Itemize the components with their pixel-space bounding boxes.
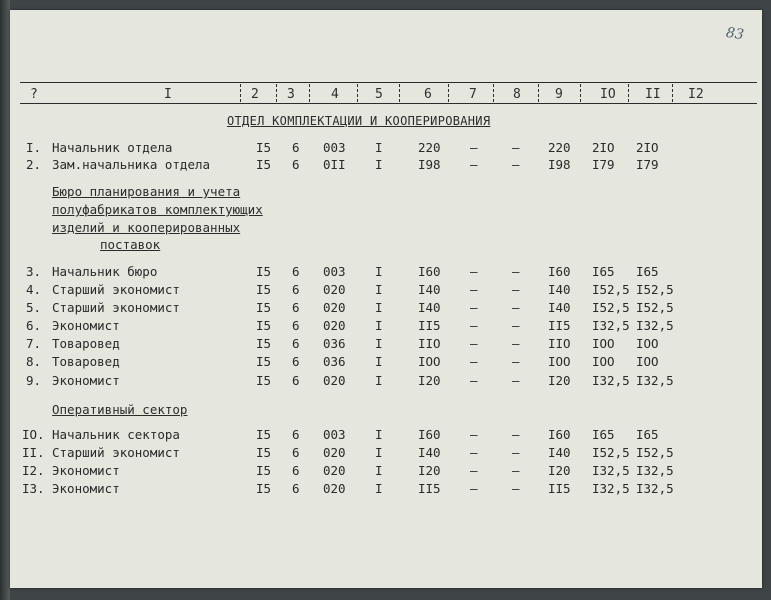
cell: I [375, 336, 383, 351]
cell: IOO [548, 354, 571, 369]
row-number: 4. [26, 282, 42, 297]
header-separator [580, 84, 581, 102]
header-separator [538, 84, 539, 102]
header-col-12: I2 [688, 87, 704, 102]
cell: IIO [548, 336, 571, 351]
cell: – [470, 445, 478, 460]
cell: I40 [418, 445, 441, 460]
cell: 020 [323, 373, 346, 388]
cell: I32,5 [592, 318, 630, 333]
table-row [0, 481, 760, 499]
header-separator [276, 84, 277, 102]
row-title: Начальник бюро [52, 264, 158, 279]
cell: I5 [256, 427, 272, 442]
cell: 6 [292, 445, 300, 460]
cell: I65 [636, 264, 659, 279]
header-col-6: 6 [424, 87, 432, 102]
row-title: Старший экономист [52, 282, 180, 297]
cell: I5 [256, 463, 272, 478]
cell: 6 [292, 300, 300, 315]
cell: I20 [548, 463, 571, 478]
cell: – [512, 318, 520, 333]
cell: I32,5 [636, 318, 674, 333]
cell: I5 [256, 300, 272, 315]
header-col-5: 5 [375, 87, 383, 102]
sheet-number: 83 [724, 24, 745, 44]
cell: IOO [636, 336, 659, 351]
row-number: I2. [22, 463, 45, 478]
header-separator [448, 84, 449, 102]
table-row [0, 427, 760, 445]
cell: 020 [323, 300, 346, 315]
row-number: 5. [26, 300, 42, 315]
cell: I [375, 157, 383, 172]
cell: I79 [636, 157, 659, 172]
header-col-10: IO [600, 87, 616, 102]
cell: I [375, 481, 383, 496]
cell: II5 [548, 318, 571, 333]
cell: – [470, 481, 478, 496]
cell: I98 [548, 157, 571, 172]
cell: 6 [292, 481, 300, 496]
cell: I60 [418, 264, 441, 279]
cell: 6 [292, 318, 300, 333]
cell: II5 [418, 481, 441, 496]
cell: I32,5 [592, 373, 630, 388]
cell: 6 [292, 157, 300, 172]
cell: I52,5 [592, 282, 630, 297]
cell: I20 [548, 373, 571, 388]
cell: 036 [323, 354, 346, 369]
cell: I [375, 318, 383, 333]
cell: – [470, 264, 478, 279]
cell: 6 [292, 140, 300, 155]
cell: 6 [292, 336, 300, 351]
cell: I [375, 463, 383, 478]
header-col-3: 3 [287, 87, 295, 102]
cell: 220 [548, 140, 571, 155]
cell: I [375, 354, 383, 369]
header-separator [672, 84, 673, 102]
table-row [0, 300, 760, 318]
section-title: ОТДЕЛ КОМПЛЕКТАЦИИ И КООПЕРИРОВАНИЯ [227, 114, 491, 128]
cell: – [512, 445, 520, 460]
cell: I65 [592, 264, 615, 279]
cell: I [375, 282, 383, 297]
subsection-heading-line: изделий и кооперированных [52, 220, 241, 235]
header-bottom-rule [20, 103, 757, 104]
cell: IIO [418, 336, 441, 351]
row-number: 6. [26, 318, 42, 333]
cell: 020 [323, 282, 346, 297]
header-separator [309, 84, 310, 102]
cell: I32,5 [592, 463, 630, 478]
cell: – [470, 318, 478, 333]
header-separator [240, 84, 241, 102]
cell: 6 [292, 373, 300, 388]
cell: I5 [256, 373, 272, 388]
cell: I52,5 [636, 300, 674, 315]
cell: – [512, 354, 520, 369]
cell: – [470, 140, 478, 155]
header-col-11: II [645, 87, 661, 102]
cell: I52,5 [592, 300, 630, 315]
row-number: 9. [26, 373, 42, 388]
row-number: IO. [22, 427, 45, 442]
cell: – [470, 157, 478, 172]
cell: I20 [418, 373, 441, 388]
cell: I32,5 [636, 373, 674, 388]
cell: – [470, 373, 478, 388]
cell: I5 [256, 445, 272, 460]
header-col-1: I [164, 87, 172, 102]
subsection-heading-line: полуфабрикатов комплектующих [52, 202, 263, 217]
row-title: Экономист [52, 318, 120, 333]
row-title: Экономист [52, 463, 120, 478]
table-row [0, 318, 760, 336]
cell: – [512, 481, 520, 496]
cell: 003 [323, 140, 346, 155]
cell: 2IO [636, 140, 659, 155]
cell: IOO [636, 354, 659, 369]
row-title: Старший экономист [52, 445, 180, 460]
subsection-heading: Оперативный сектор [52, 402, 188, 417]
cell: II5 [418, 318, 441, 333]
cell: IOO [418, 354, 441, 369]
cell: I32,5 [592, 481, 630, 496]
cell: II5 [548, 481, 571, 496]
cell: – [470, 300, 478, 315]
cell: I60 [548, 264, 571, 279]
header-col-2: 2 [251, 87, 259, 102]
cell: IOO [592, 336, 615, 351]
header-col-9: 9 [555, 87, 563, 102]
header-col-7: 7 [469, 87, 477, 102]
cell: – [470, 354, 478, 369]
cell: 6 [292, 354, 300, 369]
cell: I [375, 264, 383, 279]
header-separator [493, 84, 494, 102]
table-row [0, 282, 760, 300]
cell: – [512, 157, 520, 172]
cell: I [375, 427, 383, 442]
cell: – [512, 264, 520, 279]
cell: 020 [323, 445, 346, 460]
cell: I [375, 140, 383, 155]
header-top-rule [20, 82, 757, 83]
cell: 6 [292, 282, 300, 297]
cell: I40 [418, 300, 441, 315]
table-row [0, 373, 760, 391]
row-number: I. [26, 140, 42, 155]
cell: 0II [323, 157, 346, 172]
cell: 6 [292, 427, 300, 442]
cell: I60 [548, 427, 571, 442]
row-number: II. [22, 445, 45, 460]
cell: – [470, 282, 478, 297]
subsection-heading-line: поставок [100, 237, 161, 252]
cell: – [512, 427, 520, 442]
table-row [0, 445, 760, 463]
cell: – [470, 336, 478, 351]
cell: 036 [323, 336, 346, 351]
cell: 020 [323, 318, 346, 333]
cell: 003 [323, 264, 346, 279]
cell: – [512, 282, 520, 297]
cell: I32,5 [636, 481, 674, 496]
row-title: Начальник отдела [52, 140, 173, 155]
header-col-4: 4 [331, 87, 339, 102]
cell: I52,5 [592, 445, 630, 460]
row-title: Начальник сектора [52, 427, 180, 442]
row-title: Товаровед [52, 354, 120, 369]
cell: I52,5 [636, 282, 674, 297]
cell: I20 [418, 463, 441, 478]
cell: I40 [548, 445, 571, 460]
cell: I5 [256, 282, 272, 297]
cell: – [512, 140, 520, 155]
cell: 6 [292, 463, 300, 478]
row-title: Старший экономист [52, 300, 180, 315]
header-col-8: 8 [513, 87, 521, 102]
cell: I65 [636, 427, 659, 442]
header-separator [357, 84, 358, 102]
header-col-0: ? [30, 87, 38, 102]
cell: I60 [418, 427, 441, 442]
header-separator [399, 84, 400, 102]
row-number: 2. [26, 157, 42, 172]
cell: I98 [418, 157, 441, 172]
cell: I5 [256, 140, 272, 155]
cell: I [375, 373, 383, 388]
table-row [0, 140, 760, 158]
cell: I5 [256, 354, 272, 369]
table-row [0, 264, 760, 282]
cell: – [512, 463, 520, 478]
cell: I40 [418, 282, 441, 297]
cell: I5 [256, 157, 272, 172]
row-number: 8. [26, 354, 42, 369]
cell: – [470, 463, 478, 478]
cell: I65 [592, 427, 615, 442]
row-number: 3. [26, 264, 42, 279]
cell: – [512, 300, 520, 315]
table-row [0, 157, 760, 175]
cell: I5 [256, 336, 272, 351]
header-separator [628, 84, 629, 102]
cell: 6 [292, 264, 300, 279]
cell: I5 [256, 318, 272, 333]
row-title: Зам.начальника отдела [52, 157, 211, 172]
cell: – [512, 336, 520, 351]
cell: I32,5 [636, 463, 674, 478]
cell: I [375, 300, 383, 315]
cell: I40 [548, 282, 571, 297]
cell: I5 [256, 481, 272, 496]
cell: 020 [323, 481, 346, 496]
cell: 220 [418, 140, 441, 155]
row-title: Экономист [52, 373, 120, 388]
cell: I52,5 [636, 445, 674, 460]
cell: 2IO [592, 140, 615, 155]
cell: – [512, 373, 520, 388]
row-title: Экономист [52, 481, 120, 496]
row-title: Товаровед [52, 336, 120, 351]
cell: 020 [323, 463, 346, 478]
cell: IOO [592, 354, 615, 369]
cell: 003 [323, 427, 346, 442]
cell: I5 [256, 264, 272, 279]
subsection-heading-line: Бюро планирования и учета [52, 184, 241, 199]
cell: I79 [592, 157, 615, 172]
table-row [0, 463, 760, 481]
cell: I [375, 445, 383, 460]
cell: – [470, 427, 478, 442]
table-row [0, 354, 760, 372]
table-row [0, 336, 760, 354]
cell: I40 [548, 300, 571, 315]
row-number: 7. [26, 336, 42, 351]
row-number: I3. [22, 481, 45, 496]
